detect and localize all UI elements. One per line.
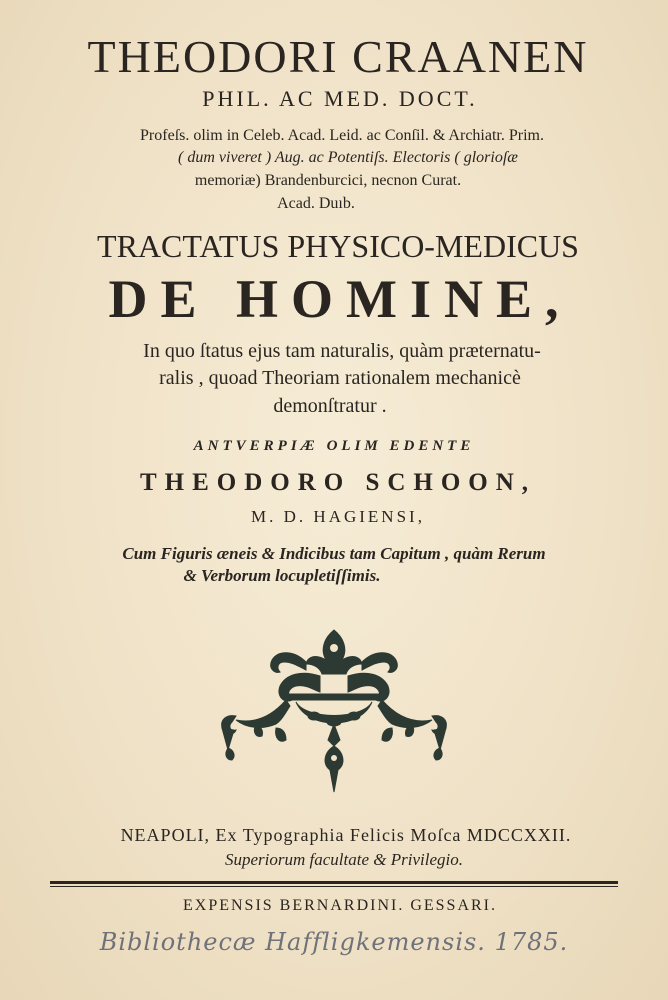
professorship-line-2-text: ( dum viveret ) Aug. ac Potentiſs. Electoris ( glorioſæ	[178, 149, 518, 166]
title-line-2: DE HOMINE,	[108, 269, 572, 329]
professorship-line-3: memoriæ) Brandenburcici, necnon Curat.	[194, 172, 462, 189]
ownership-inscription: Bibliothecæ Haffligkemensis. 1785.	[99, 928, 569, 956]
publisher-line: EXPENSIS BERNARDINI. GESSARI.	[182, 897, 498, 914]
author-name: THEODORI CRAANEN	[87, 31, 589, 82]
imprint-line-2: Superiorum facultate & Privilegio.	[225, 850, 463, 869]
professorship-line-1: Profeſs. olim in Celeb. Acad. Leid. ac Conſil. & Archiatr. Prim.	[140, 127, 544, 144]
editor-intro: ANTVERPIÆ OLIM EDENTE	[193, 438, 475, 454]
features-line-2: & Verborum locupletiſſimis.	[183, 566, 381, 585]
professorship-line-2	[14, 150, 668, 166]
author-degree: PHIL. AC MED. DOCT.	[202, 86, 478, 111]
professorship-line-4: Acad. Duıb.	[277, 195, 355, 212]
editor-title: M. D. HAGIENSI,	[251, 507, 425, 526]
description-line-2: ralis , quoad Theoriam rationalem mechanicè	[159, 367, 521, 389]
title-line-1: TRACTATUS PHYSICO-MEDICUS	[97, 228, 579, 264]
divider-rule-thick	[50, 881, 618, 884]
floral-vignette-icon	[216, 620, 452, 800]
editor-name: THEODORO SCHOON,	[139, 469, 537, 496]
imprint-line-1: NEAPOLI, Ex Typographia Felicis Moſca MDCCXXII.	[120, 825, 572, 845]
description-line-1: In quo ſtatus ejus tam naturalis, quàm præternatu-	[143, 340, 541, 362]
description-line-3: demonſtratur .	[273, 395, 387, 417]
divider-rule-thin	[50, 886, 618, 887]
features-line-1: Cum Figuris æneis & Indicibus tam Capitum , quàm Rerum	[122, 544, 546, 563]
